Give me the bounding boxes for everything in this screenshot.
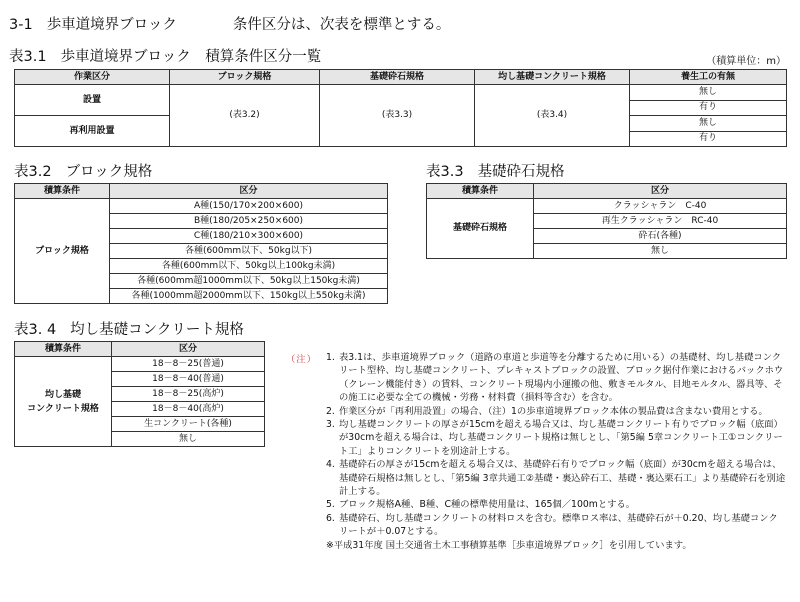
table34-condition-line1: 均し基礎 — [44, 389, 81, 400]
table32-header-category: 区分 — [110, 184, 388, 199]
table33 — [426, 183, 787, 259]
table32-item: 各種(600mm以下、50kg以上100kg未満) — [110, 259, 388, 274]
table34-item: 18－8－25(高炉) — [112, 387, 265, 402]
table31-header-block: ブロック規格 — [170, 70, 320, 85]
table34-header-row — [15, 342, 265, 357]
note-number: 3. — [326, 419, 335, 431]
table32-title: ブロック規格 — [65, 164, 153, 180]
table34-item: 18－8－40(普通) — [112, 372, 265, 387]
note-number: 5. — [326, 499, 335, 511]
note-text: ブロック規格A種、B種、C種の標準使用量は、165個／100mとする。 — [339, 499, 636, 511]
table32-condition: ブロック規格 — [15, 199, 110, 304]
section-title: 歩車道境界ブロック — [46, 17, 177, 33]
notes-mark: （注） — [286, 354, 317, 365]
table31-label: 表3.1 — [9, 49, 47, 65]
table32-header-condition: 積算条件 — [15, 184, 110, 199]
table31-work-install: 設置 — [15, 85, 170, 116]
note-item — [326, 418, 786, 458]
table33-item: 再生クラッシャラン RC-40 — [534, 214, 787, 229]
source-citation: ※平成31年度 国土交通省土木工事積算基準［歩車道境界ブロック］を引用しています。 — [326, 539, 692, 551]
table33-item: 砕石(各種) — [534, 229, 787, 244]
table33-header-row — [427, 184, 787, 199]
table32-item: 各種(600mm以下、50kg以下) — [110, 244, 388, 259]
table34-condition-line2: コンクリート規格 — [27, 403, 99, 414]
table32-label: 表3.2 — [14, 164, 52, 180]
table32-header-row — [15, 184, 388, 199]
table34-header-condition: 積算条件 — [15, 342, 112, 357]
table31-title: 歩車道境界ブロック 積算条件区分一覧 — [60, 49, 322, 65]
note-number: 1. — [326, 352, 335, 363]
note-text: 基礎砕石、均し基礎コンクリートの材料ロスを含む。標準ロス率は、基礎砕石が＋0.20、均し基礎コンクリートが＋0.07とする。 — [339, 512, 778, 538]
table34-label: 表3. 4 — [14, 322, 57, 338]
table34-condition — [15, 357, 112, 447]
table31-work-reuse: 再利用設置 — [15, 116, 170, 147]
table32-item: C種(180/210×300×600) — [110, 229, 388, 244]
table-row — [15, 199, 388, 214]
table34-item: 無し — [112, 432, 265, 447]
table32-item: 各種(600mm超1000mm以下、50kg以上150kg未満) — [110, 274, 388, 289]
table34-heading — [14, 318, 244, 339]
table34-item: 18－8－40(高炉) — [112, 402, 265, 417]
table31 — [14, 69, 787, 147]
section-subtitle: 条件区分は、次表を標準とする。 — [232, 17, 451, 33]
table-row — [15, 357, 265, 372]
table32-item: B種(180/205×250×600) — [110, 214, 388, 229]
table31-unit: （積算単位：m） — [706, 56, 786, 67]
table31-curing-cell: 有り — [630, 100, 787, 116]
table34 — [14, 341, 265, 447]
table31-header-work: 作業区分 — [15, 70, 170, 85]
table31-curing-cell: 無し — [630, 116, 787, 132]
note-text: 基礎砕石の厚さが15cmを超える場合又は、基礎砕石有りでブロック幅（底面）が30cmを超える場合は、基礎砕石規格は無しとし、「第5編 3章共通工②基礎・裏込砕石工、基礎・裏込栗石工」より基礎砕石を別途計上する。 — [339, 459, 786, 498]
table32 — [14, 183, 388, 304]
note-item — [326, 458, 786, 498]
note-text: 表3.1は、歩車道境界ブロック（道路の車道と歩道等を分離するために用いる）の基礎材、均し基礎コンクリート型枠、均し基礎コンクリート、プレキャストブロックの設置、ブロック据付作業におけるバックホウ（クレーン機能付き）の賃料、コンクリート現場内小運搬の他、敷きモルタル、目地モルタル、器具等、その施工に必要な全ての機械・労務・材料費（損料等含む）を含む。 — [339, 352, 784, 404]
table31-curing-cell: 無し — [630, 85, 787, 101]
table31-curing-cell: 有り — [630, 131, 787, 147]
note-number: 6. — [326, 512, 335, 524]
table31-base-ref: (表3.3) — [320, 85, 475, 147]
table32-item: 各種(1000mm超2000mm以下、150kg以上550kg未満) — [110, 289, 388, 304]
note-item — [326, 351, 786, 405]
table33-item: 無し — [534, 244, 787, 259]
table31-heading — [9, 45, 321, 66]
table-row — [427, 199, 787, 214]
table34-item: 18－8－25(普通) — [112, 357, 265, 372]
table34-item: 生コンクリート(各種) — [112, 417, 265, 432]
table33-header-condition: 積算条件 — [427, 184, 534, 199]
table31-concrete-ref: (表3.4) — [475, 85, 630, 147]
table33-heading — [426, 160, 565, 181]
note-text: 均し基礎コンクリートの厚さが15cmを超える場合又は、均し基礎コンクリート有りでブロック幅（底面）が30cmを超える場合は、均し基礎コンクリート規格は無しとし、「第5編 5章コンクリート工①コンクリート工」よりコンクリートを別途計上する。 — [339, 419, 783, 457]
table31-header-curing: 養生工の有無 — [630, 70, 787, 85]
table33-condition: 基礎砕石規格 — [427, 199, 534, 259]
note-item — [326, 405, 786, 418]
note-number: 2. — [326, 405, 335, 417]
table33-item: クラッシャラン C-40 — [534, 199, 787, 214]
table31-block-ref: (表3.2) — [170, 85, 320, 147]
table33-label: 表3.3 — [426, 164, 464, 180]
table31-header-row — [15, 70, 787, 85]
table34-title: 均し基礎コンクリート規格 — [70, 322, 244, 338]
note-item — [326, 512, 786, 539]
table31-header-concrete: 均し基礎コンクリート規格 — [475, 70, 630, 85]
table33-header-category: 区分 — [534, 184, 787, 199]
note-number: 4. — [326, 459, 335, 471]
table31-header-base: 基礎砕石規格 — [320, 70, 475, 85]
table34-header-category: 区分 — [112, 342, 265, 357]
note-item — [326, 498, 786, 511]
table32-heading — [14, 160, 152, 181]
table33-title: 基礎砕石規格 — [477, 164, 565, 180]
table-row — [15, 85, 787, 101]
table32-item: A種(150/170×200×600) — [110, 199, 388, 214]
section-heading — [9, 13, 450, 34]
section-number: 3-1 — [9, 17, 33, 33]
notes-list — [326, 351, 786, 552]
note-text: 作業区分が「再利用設置」の場合、（注）1の歩車道境界ブロック本体の製品費は含まない費用とする。 — [339, 405, 768, 417]
